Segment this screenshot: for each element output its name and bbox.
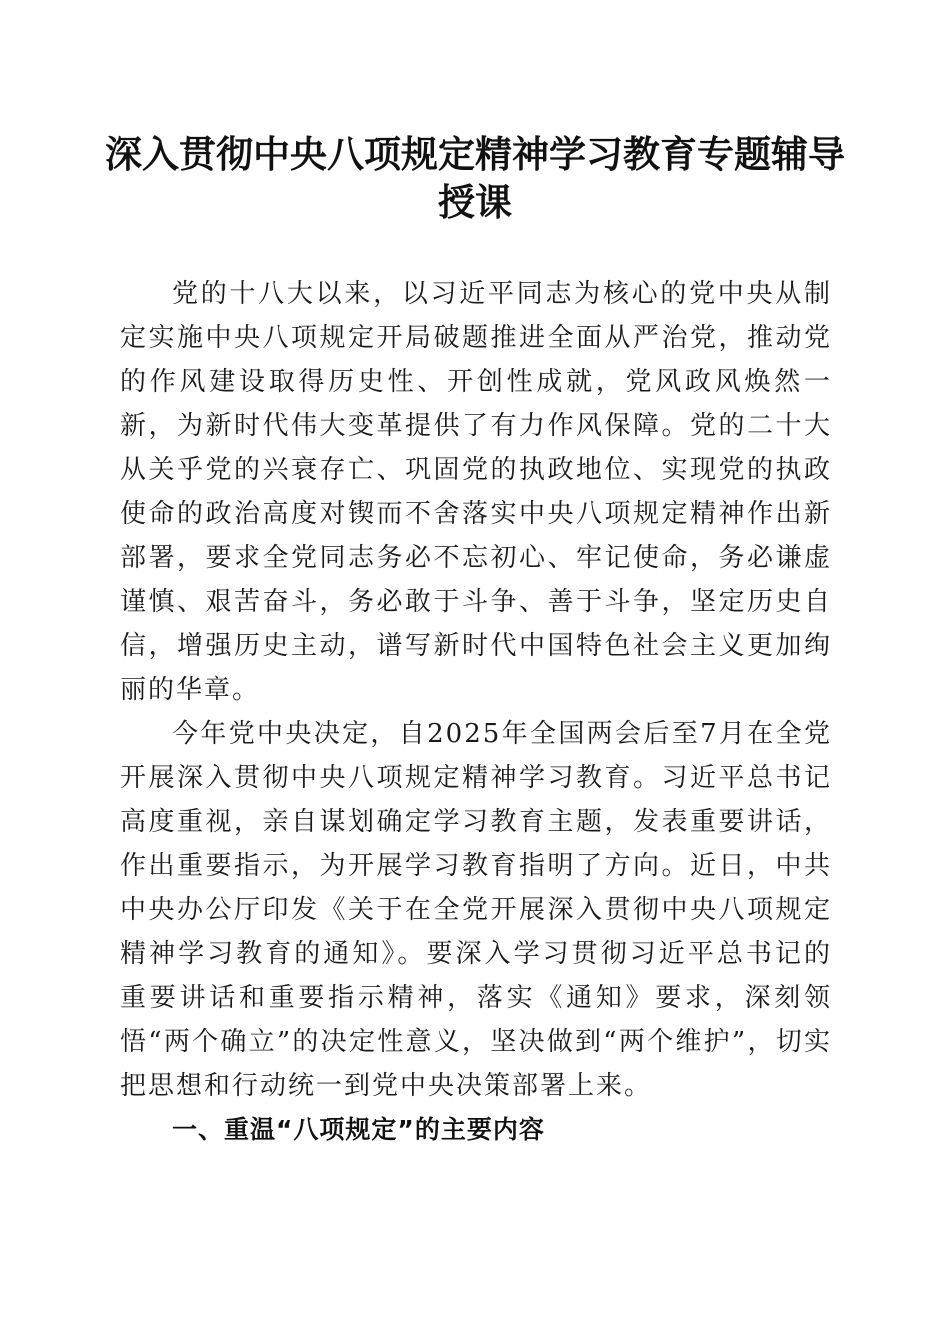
document-title: 深入贯彻中央八项规定精神学习教育专题辅导授课 [105, 132, 845, 224]
body-paragraph-1: 党的十八大以来，以习近平同志为核心的党中央从制定实施中央八项规定开局破题推进全面从严治党，推动党的作风建设取得历史性、开创性成就，党风政风焕然一新，为新时代伟大变革提供了有力作风保障。党的二十大从关乎党的兴衰存亡、巩固党的执政地位、实现党的执政使命的政治高度对锲而不舍落实中央八项规定精神作出新部署，要求全党同志务必不忘初心、牢记使命，务必谦虚谨慎、艰苦奋斗，务必敢于斗争、善于斗争，坚定历史自信，增强历史主动，谱写新时代中国特色社会主义更加绚丽的华章。 [120, 279, 832, 705]
document-body [120, 272, 832, 1152]
body-paragraph-2: 今年党中央决定，自2025年全国两会后至7月在全党开展深入贯彻中央八项规定精神学习教育。习近平总书记高度重视，亲自谋划确定学习教育主题，发表重要讲话，作出重要指示，为开展学习教育指明了方向。近日，中共中央办公厅印发《关于在全党开展深入贯彻中央八项规定精神学习教育的通知》。要深入学习贯彻习近平总书记的重要讲话和重要指示精神，落实《通知》要求，深刻领悟“两个确立”的决定性意义，坚决做到“两个维护”，切实把思想和行动统一到党中央决策部署上来。 [120, 719, 832, 1101]
section-heading: 一、重温“八项规定”的主要内容 [172, 1115, 545, 1144]
